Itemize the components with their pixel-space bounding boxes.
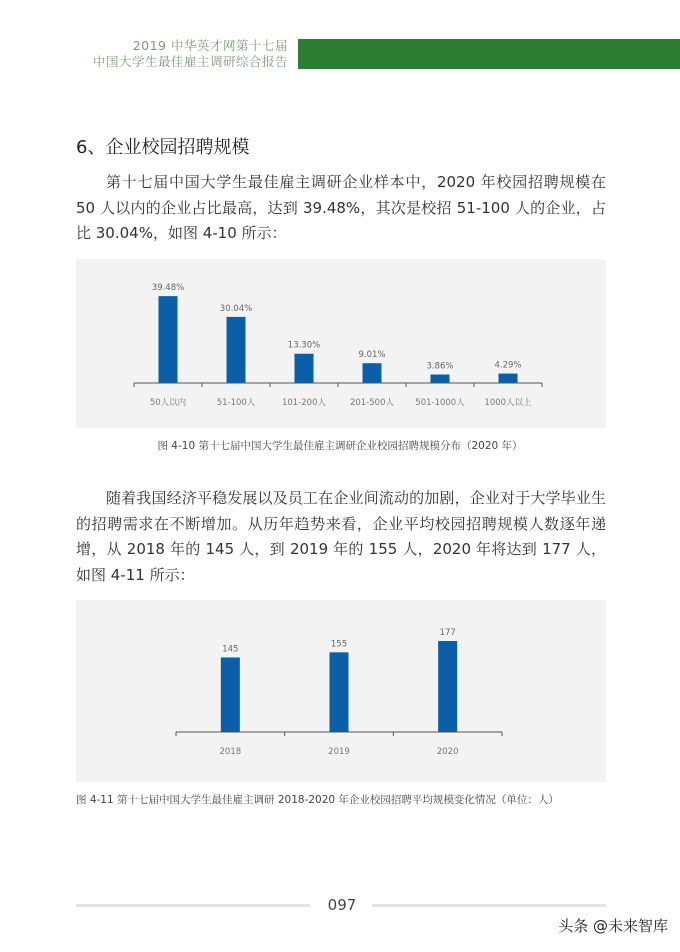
category-label: 501-1000人 [415, 398, 465, 408]
caption-4-10: 图 4-10 第十七届中国大学生最佳雇主调研企业校园招聘规模分布（2020 年） [157, 440, 523, 452]
watermark: 头条 @未来智库 [558, 917, 668, 935]
data-label: 9.01% [358, 350, 386, 361]
bar [295, 354, 314, 383]
header-line1: 2019 中华英才网第十七届 [132, 38, 288, 53]
data-label: 177 [439, 628, 456, 639]
footer-line-right [372, 904, 606, 907]
data-label: 145 [222, 644, 239, 655]
chart-4-10 [76, 259, 606, 428]
footer-line-left [76, 904, 310, 907]
section-heading: 6、企业校园招聘规模 [76, 137, 250, 158]
header-green-bar [298, 39, 680, 69]
category-label: 50人以内 [149, 398, 187, 408]
category-label: 2018 [219, 747, 242, 757]
header-line2: 中国大学生最佳雇主调研综合报告 [92, 54, 288, 69]
data-label: 155 [330, 639, 348, 650]
category-label: 201-500人 [349, 398, 395, 408]
bar [159, 296, 178, 383]
data-label: 30.04% [219, 303, 253, 314]
bar [330, 652, 349, 732]
category-label: 101-200人 [281, 398, 327, 408]
report-header [93, 38, 288, 70]
bar [363, 363, 382, 383]
bar [499, 374, 518, 383]
caption-4-11: 图 4-11 第十七届中国大学生最佳雇主调研 2018-2020 年企业校园招聘平均规模变化情况（单位：人） [76, 794, 559, 806]
data-label: 39.48% [151, 283, 185, 294]
page-number: 097 [327, 896, 357, 914]
category-label: 1000人以上 [484, 398, 532, 408]
data-label: 13.30% [287, 340, 321, 351]
paragraph-1: 第十七届中国大学生最佳雇主调研企业样本中，2020 年校园招聘规模在 50 人以内的企业占比最高，达到 39.48%，其次是校招 51-100 人的企业，占比 30.04%，如图 4-10 所示： [76, 173, 606, 242]
paragraph-2: 随着我国经济平稳发展以及员工在企业间流动的加剧，企业对于大学毕业生的招聘需求在不断增加。从历年趋势来看，企业平均校园招聘规模人数逐年递增，从 2018 年的 145 人，到 2019 年的 155 人，2020 年将达到 177 人，如图 4-11 所示： [76, 489, 606, 584]
bar [221, 657, 240, 732]
category-label: 2019 [328, 747, 350, 757]
data-label: 4.29% [494, 360, 522, 371]
category-label: 51-100人 [216, 398, 256, 408]
data-label: 3.86% [426, 361, 454, 372]
bar [227, 317, 246, 383]
bar [438, 641, 457, 732]
chart-4-11 [76, 600, 606, 782]
bar [431, 375, 450, 383]
category-label: 2020 [436, 747, 459, 757]
